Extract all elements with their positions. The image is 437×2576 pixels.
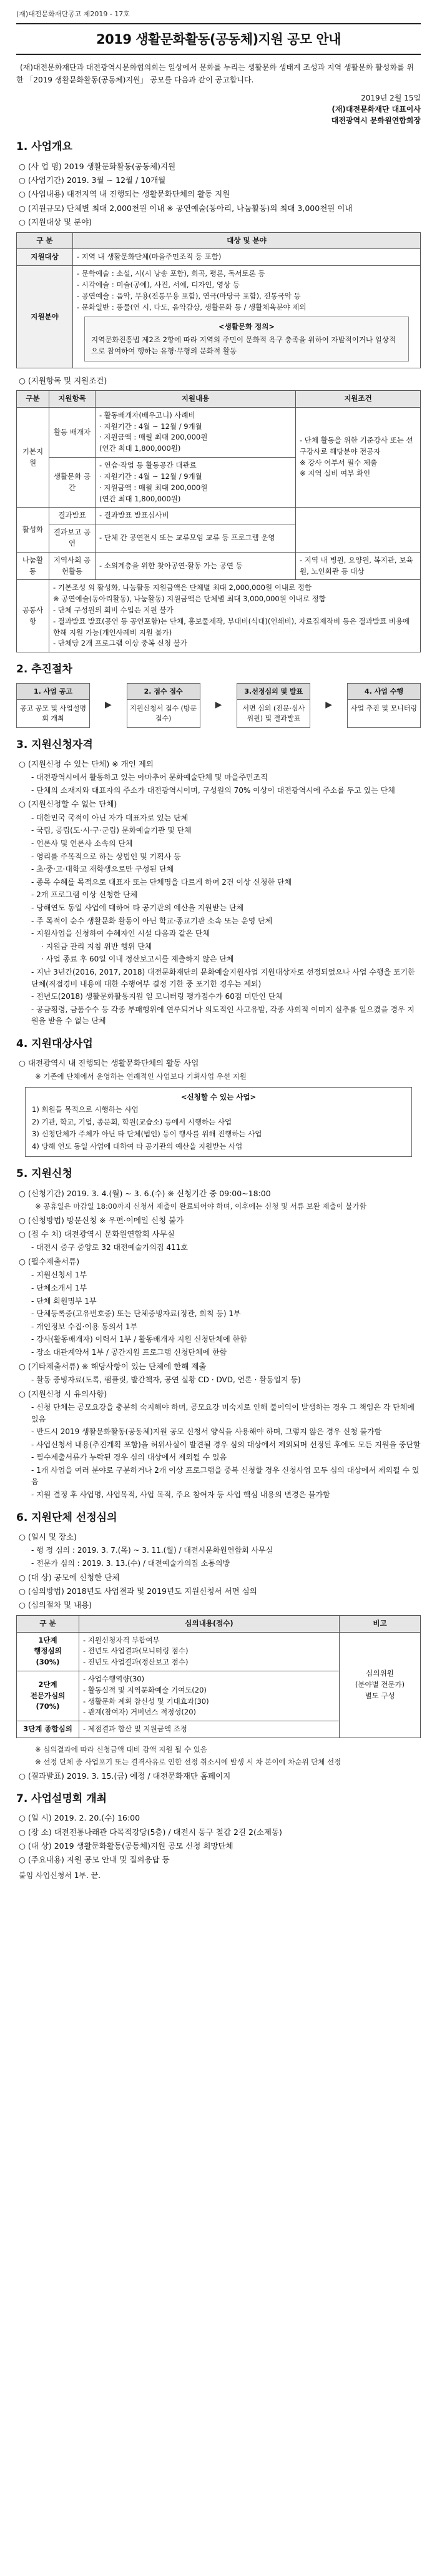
review-stage-1: 1단계 행정심의 (30%) [17, 1632, 79, 1671]
review-stage-3: 3단계 종합심의 [17, 1721, 79, 1738]
review-header-2: 심의내용(점수) [79, 1615, 340, 1632]
section-1-heading: 1. 사업개요 [16, 140, 72, 154]
document-title: 2019 생활문화활동(공동체)지원 공모 안내 [96, 32, 341, 47]
definition-box [84, 317, 409, 361]
review-stage-2: 2단계 전문가심의 (70%) [17, 1671, 79, 1721]
common-line: ※ 공연예술(동아리활동), 나눔활동) 지원금액은 단체별 최대 3,000,000원 이내로 정함 [53, 594, 326, 604]
list-line: - 장소 대관계약서 1부 / 공간지원 프로그램 신청단체에 한함 [31, 1347, 227, 1357]
review-header-1: 구 분 [17, 1615, 79, 1632]
overview-item: ○ (사 업 명) 2019 생활문화활동(공동체)지원 [19, 161, 176, 171]
review-stage-3-criteria: - 제점결과 합산 및 지원금액 조정 [79, 1721, 340, 1738]
support-header-4: 지원조건 [296, 391, 421, 408]
field-line: - 문학예술 : 소설, 시(시 낭송 포함), 희곡, 평론, 독서토론 등 [77, 269, 265, 278]
field-line: - 문화일반 : 풍물(연 시, 다도, 음악감상, 생활문화 등 / 생활체육분야 제외 [77, 302, 307, 312]
support-content: - 단체 간 공연전시 또는 교류모임 교류 등 프로그램 운영 [96, 524, 296, 553]
arrow-right-icon: ▶ [104, 699, 112, 710]
document-number: (재)대전문화재단공고 제2019 - 17호 [16, 10, 130, 18]
list-line: ○ (필수제출서류) [19, 1257, 80, 1267]
section-4-heading: 4. 지원대상사업 [16, 1037, 93, 1050]
support-content: - 소외계층을 위한 찾아공연·활동 가는 공연 등 [96, 552, 296, 580]
target-row-label: 지원대상 [17, 249, 73, 266]
list-line: ○ (지원신청 수 있는 단체) ※ 개인 제외 [19, 759, 154, 769]
list-line: - 전문가 심의 : 2019. 3. 13.(수) / 대전예술가의집 소통의방 [31, 1558, 230, 1568]
list-line: ○ (신청기간) 2019. 3. 4.(월) ~ 3. 6.(수) ※ 신청기간 중 09:00~18:00 [19, 1188, 271, 1198]
common-line: - 단체 구성원의 회비 수입은 지원 불가 [53, 606, 174, 615]
common-line: - 결과발표 발표(공연 등 공연포함)는 단체, 홍보물제작, 부대비(식대)(인쇄비), 자료집제작비 등은 결과발표 비용에 한해 지원 가능(개인사례비 지원 불가) [53, 616, 410, 637]
field-line: - 공연예술 : 음악, 무용(전통무용 포함), 연극(마당극 포함), 전통국악 등 [77, 291, 301, 300]
review-criterion: - 활동실적 및 지역문화예술 기여도(20) [83, 1685, 207, 1694]
review-criterion: - 사업수행역량(30) [83, 1674, 145, 1683]
target-row-text: - 지역 내 생활문화단체(마을주민조직 등 포함) [73, 249, 421, 266]
eligibility-list [16, 758, 421, 1027]
process-flow [16, 683, 421, 728]
support-table [16, 390, 421, 652]
overview-item: ○ (지원대상 및 분야) [19, 217, 92, 227]
common-cell [49, 580, 421, 652]
list-line: - 공금횡령, 금품수수 등 각종 부패행위에 연루되거나 의도적인 사고유발, 각종 사회적 이미지 실추를 일으켰을 경우 지원을 받을 수 없는 단체 [31, 1005, 415, 1026]
list-line: ○ (기타제출서류) ※ 해당사항이 있는 단체에 한해 제출 [19, 1361, 207, 1371]
ineligible-programs-box [25, 1087, 412, 1157]
review-criterion: - 생활문화 계획 참신성 및 기대효과(30) [83, 1696, 209, 1706]
overview-item: ○ (지원규모) 단체별 최대 2,000천원 이내 ※ 공연예술(동아리, 나눔활동)의 최대 3,000천원 이내 [19, 203, 353, 213]
process-step [16, 683, 90, 728]
list-line: - 종목 수혜를 목적으로 대표자 또는 단체명을 다르게 하여 2건 이상 신청한 단체 [31, 877, 292, 887]
list-line: - 국립, 공립(도·시·구·군립) 문화예술기관 및 단체 [31, 826, 192, 835]
support-item: 생활문화 공간 [49, 458, 96, 508]
list-line: - 개인정보 수집·이용 동의서 1부 [31, 1322, 138, 1331]
support-item: 활동 배개자 [49, 407, 96, 457]
support-condition: - 단체 활동을 위한 기준강사 또는 선구강사로 해당분야 전공자 ※ 강사 여부서 필수 제출 ※ 지역 실비 여부 확인 [296, 407, 421, 508]
list-line: ※ 심의결과에 따라 신청금액 대비 감액 지원 될 수 있음 [35, 1745, 207, 1754]
list-line: - 대전시 중구 중앙로 32 대전예술가의집 411호 [31, 1243, 188, 1252]
review-criterion: - 지원신청자격 부합여부 [83, 1635, 160, 1644]
section-2-heading: 2. 추진절차 [16, 663, 72, 676]
list-line: ※ 공휴일은 마감일 18:00까지 신청서 제출이 완료되어야 하며, 이후에는 신청 및 서류 보완 제출이 불가함 [35, 1201, 366, 1211]
list-line: - 영리를 주목적으로 하는 상법인 및 기획사 등 [31, 852, 181, 861]
review-note: 심의위원 (분야별 전문가) 별도 구성 [340, 1632, 421, 1738]
intro-paragraph: (재)대전문화재단과 대전광역시문화협의회는 일상에서 문화를 누리는 생활문화 생태계 조성과 지역 생활문화 활성화를 위한 「2019 생활문화활동(공동체)지원」 공모를 다음과 같이 공고합니다. [16, 62, 414, 84]
arrow-right-icon: ▶ [215, 699, 222, 710]
process-step-title: 1. 사업 공고 [17, 684, 89, 700]
list-line: ○ (접 수 처) 대전광역시 문화원연합회 사무실 [19, 1229, 175, 1239]
list-line: - 단체의 소재지와 대표자의 주소가 대전광역시이며, 구성원의 70% 이상이 대전광역시에 주소를 두고 있는 단체 [31, 785, 395, 795]
target-program-note: ※ 기존에 단체에서 운영하는 연례적인 사업보다 기획사업 우선 지원 [35, 1071, 247, 1081]
overview-item: ○ (사업내용) 대전지역 내 진행되는 생활문화단체의 활동 지원 [19, 189, 230, 199]
review-criterion: - 전년도 사업결과(모니터링 점수) [83, 1646, 189, 1656]
list-line: - 대전광역시에서 활동하고 있는 아마추어 문화예술단체 및 마을주민조직 [31, 773, 268, 782]
briefing-item: ○ (장 소) 대전전통나래관 다목적강당(5층) / 대전시 동구 철갑 2길 2(소제동) [19, 1827, 282, 1837]
list-line: - 전년도(2018) 생활문화활동지원 일 모니터링 평가점수가 60점 미만인 단체 [31, 992, 283, 1001]
briefing-item: ○ (주요내용) 지원 공모 안내 및 질의응답 등 [19, 1855, 170, 1865]
list-line: - 주 목적이 순수 생활문화 활동이 아닌 학교·종교기관 소속 또는 운영 단체 [31, 916, 273, 925]
process-step-body: 사업 추진 및 모니터링 [350, 704, 418, 712]
review-stage-1-criteria [79, 1632, 340, 1671]
list-line: - 단체등록증(고유번호증) 또는 단체증빙자료(정관, 회칙 등) 1부 [31, 1309, 241, 1319]
section-7-heading: 7. 사업설명회 개최 [16, 1792, 107, 1806]
process-step [237, 683, 310, 728]
list-line: ○ (결과발표) 2019. 3. 15.(금) 예정 / 대전문화재단 홈페이지 [19, 1771, 231, 1781]
list-line: ○ (심의방법) 2018년도 사업결과 및 2019년도 지원신청서 서면 심의 [19, 1586, 257, 1596]
list-line: - 1개 사업을 여러 분야로 구분하거나 2개 이상 프로그램을 중복 신청할 경우 신청사업 모두 심의 대상에서 제외될 수 있음 [31, 1465, 420, 1487]
list-line: - 강사(활동배개자) 이력서 1부 / 활동배개자 지원 신청단체에 한함 [31, 1335, 247, 1344]
process-step-body: 공고 공모 및 사업설명회 개최 [19, 704, 87, 722]
process-step [127, 683, 200, 728]
list-line: - 지원신청서 1부 [31, 1271, 87, 1280]
issuer-org-1: (재)대전문화재단 대표이사 [331, 105, 421, 114]
arrow-right-icon: ▶ [325, 699, 333, 710]
list-line: · 지원금 관리 지침 위반 행위 단체 [41, 941, 152, 951]
list-line: ○ (심의절차 및 내용) [19, 1600, 92, 1610]
field-row-cell [73, 266, 421, 368]
support-group: 활성화 [17, 508, 49, 552]
list-line: - 신청 단체는 공모요강을 충분히 숙지해야 하며, 공모요강 미숙지로 인해 불이익이 발생하는 경우 그 책임은 각 단체에 있음 [31, 1402, 415, 1423]
title-box [16, 23, 421, 55]
list-line: - 언론사 및 언론사 소속의 단체 [31, 839, 133, 848]
list-line: - 반드시 2019 생활문화활동(공동체)지원 공모 신청서 양식을 사용해야 하며, 그렇지 않은 경우 신청 불가함 [31, 1427, 382, 1437]
list-line: - 사업신청서 내용(추진계획 포함)을 허위사실이 발견될 경우 심의 대상에서 제외되며 선정된 후에도 모든 지원을 중단할 [31, 1440, 421, 1449]
date-block [16, 92, 421, 126]
support-condition-empty [296, 508, 421, 552]
common-line: - 단체당 2개 프로그램 이상 중복 신청 불가 [53, 639, 187, 648]
support-item: 결과보고 공연 [49, 524, 96, 553]
list-line: - 지원사업을 신청하여 수혜자인 시설 다음과 같은 단체 [31, 929, 210, 938]
ineligible-program: 1) 회원들 목적으로 시행하는 사업 [32, 1104, 139, 1114]
list-line: ※ 선정 단체 중 사업포기 또는 결격사유로 인한 선정 취소시에 발생 시 차 본이에 차순위 단체 선정 [35, 1757, 341, 1766]
section-5-heading: 5. 지원신청 [16, 1168, 72, 1181]
target-table-header-1: 구 분 [17, 232, 73, 249]
support-item: 결과발표 [49, 508, 96, 524]
list-line: - 초·중·고·대학교 재학생으로만 구성된 단체 [31, 865, 174, 874]
ineligible-program: 4) 당해 연도 동일 사업에 대하여 타 공기관의 예산을 지원받는 사업 [32, 1141, 243, 1151]
list-line: ○ (지원신청 시 유의사항) [19, 1389, 107, 1399]
ineligible-program: 2) 기관, 학교, 기업, 종문회, 학원(교습소) 등에서 시행하는 사업 [32, 1117, 232, 1126]
support-heading: ○ (지원항목 및 지원조건) [19, 375, 107, 385]
ineligible-program: 3) 신청단체가 주체가 아닌 타 단체(법인) 등이 행사를 위해 진행하는 사업 [32, 1129, 262, 1139]
list-line: - 대한민국 국적이 아닌 자가 대표자로 있는 단체 [31, 813, 189, 822]
support-item: 지역사회 공헌활동 [49, 552, 96, 580]
review-stage-2-criteria [79, 1671, 340, 1721]
application-list [16, 1187, 421, 1501]
issue-date: 2019년 2월 15일 [361, 94, 421, 103]
process-step [347, 683, 421, 728]
list-line: - 활동 증빙자료(도록, 팸플릿, 발간책자, 공연 실황 CD · DVD, 언론 · 활동일지 등) [31, 1375, 301, 1384]
support-header-1: 구분 [17, 391, 49, 408]
list-line: - 지원 결정 후 사업명, 사업목적, 사업 목적, 주요 참여자 등 사업 핵심 내용의 변경은 불가함 [31, 1490, 330, 1500]
definition-heading: <생활문화 정의> [219, 322, 275, 332]
review-list [16, 1531, 421, 1611]
list-line: - 단체 회원명부 1부 [31, 1296, 97, 1305]
list-line: ○ (대 상) 공모에 신청한 단체 [19, 1572, 120, 1582]
section-3-heading: 3. 지원신청자격 [16, 738, 93, 751]
common-label: 공통사항 [17, 580, 49, 652]
list-line: - 당해연도 동일 사업에 대하여 타 공기관의 예산을 지원받는 단체 [31, 903, 244, 912]
section-1-items [16, 160, 421, 229]
common-line: - 기본조성 외 활성화, 나눔활동 지원금액은 단체별 최대 2,000,000원 이내로 정함 [53, 583, 312, 592]
briefing-item: ○ (일 시) 2019. 2. 20.(수) 16:00 [19, 1813, 140, 1823]
support-header-3: 지원내용 [96, 391, 296, 408]
process-step-title: 4. 사업 수행 [348, 684, 420, 700]
list-line: ○ (신청방법) 방문신청 ※ 우편·이메일 신청 불가 [19, 1215, 184, 1225]
support-group: 기본지원 [17, 407, 49, 508]
list-line: - 2개 프로그램 이상 신청한 단체 [31, 890, 138, 900]
support-group: 나눔활동 [17, 552, 49, 580]
section-6-heading: 6. 지원단체 선정심의 [16, 1511, 117, 1524]
support-condition: - 지역 내 병원, 요양원, 복지관, 보육원, 노인회관 등 대상 [296, 552, 421, 580]
review-criterion: - 관계(참여자) 거버넌스 적정성(20) [83, 1708, 197, 1717]
process-step-title: 2. 접수 접수 [127, 684, 200, 700]
target-table [16, 232, 421, 368]
list-line: - 행 정 심의 : 2019. 3. 7.(목) ~ 3. 11.(월) / 대전시문화원연합회 사무실 [31, 1546, 273, 1555]
list-line: ○ (일시 및 장소) [19, 1532, 77, 1542]
review-header-3: 비고 [340, 1615, 421, 1632]
issuer-org-2: 대전광역시 문화원연합회장 [331, 116, 421, 125]
list-line: - 단체소개서 1부 [31, 1284, 87, 1293]
process-step-body: 지원신청서 접수 (방문접수) [130, 704, 197, 722]
definition-text: 지역문화진흥법 제2조 2항에 따라 지역의 주민이 문화적 욕구 충족을 위하여 자발적이거나 일상적으로 참여하여 행하는 유형·무형의 문화적 활동 [91, 335, 396, 356]
review-table [16, 1615, 421, 1738]
process-step-title: 3.선정심의 및 발표 [237, 684, 310, 700]
overview-item: ○ (사업기간) 2019. 3월 ~ 12월 / 10개월 [19, 175, 166, 185]
briefing-item: ○ (대 상) 2019 생활문화활동(공동체)지원 공모 신청 희망단체 [19, 1841, 233, 1851]
support-content: - 연습·작업 등 활동공간 대관료 · 지원기간 : 4월 ~ 12월 / 9개월 · 지원금액 : 매월 최대 200,000원 (연간 최대 1,800,000원) [96, 458, 296, 508]
list-line: · 사업 종료 후 60일 이내 정산보고서를 제출하지 않은 단체 [41, 955, 234, 964]
target-table-header-2: 대상 및 분야 [73, 232, 421, 249]
review-after-notes [16, 1744, 421, 1782]
attachment-note: 붙임 사업신청서 1부. 끝. [19, 1871, 101, 1880]
field-line: - 시각예술 : 미술(공예), 사진, 서예, 디자인, 영상 등 [77, 280, 240, 290]
process-step-body: 서면 심의 (전문·심사위원) 및 결과발표 [242, 704, 305, 722]
ineligible-programs-heading: <신청할 수 있는 사업> [180, 1093, 257, 1102]
support-content: - 결과발표 발표심사비 [96, 508, 296, 524]
support-content: - 활동배개자(배우고니) 사례비 · 지원기간 : 4월 ~ 12월 / 9개월 · 지원금액 : 매월 최대 200,000원 (연간 최대 1,800,000원) [96, 407, 296, 457]
list-line: - 필수제출서류가 누락된 경우 심의 대상에서 제외될 수 있음 [31, 1453, 227, 1462]
target-program-line: ○ 대전광역시 내 진행되는 생활문화단체의 활동 사업 [19, 1058, 199, 1068]
review-criterion: - 전년도 사업결과(정산보고 점수) [83, 1658, 189, 1667]
support-header-2: 지원항목 [49, 391, 96, 408]
list-line: ○ (지원신청할 수 없는 단체) [19, 799, 117, 809]
field-row-label: 지원분야 [17, 266, 73, 368]
list-line: - 지난 3년간(2016, 2017, 2018) 대전문화재단의 문화예술지원사업 지원대상자로 선정되었으나 사업 수행을 포기한 단체(직접경비 내용에 대한 수행여부 결정 기한 중 포기한 경우는 제외) [31, 967, 415, 988]
